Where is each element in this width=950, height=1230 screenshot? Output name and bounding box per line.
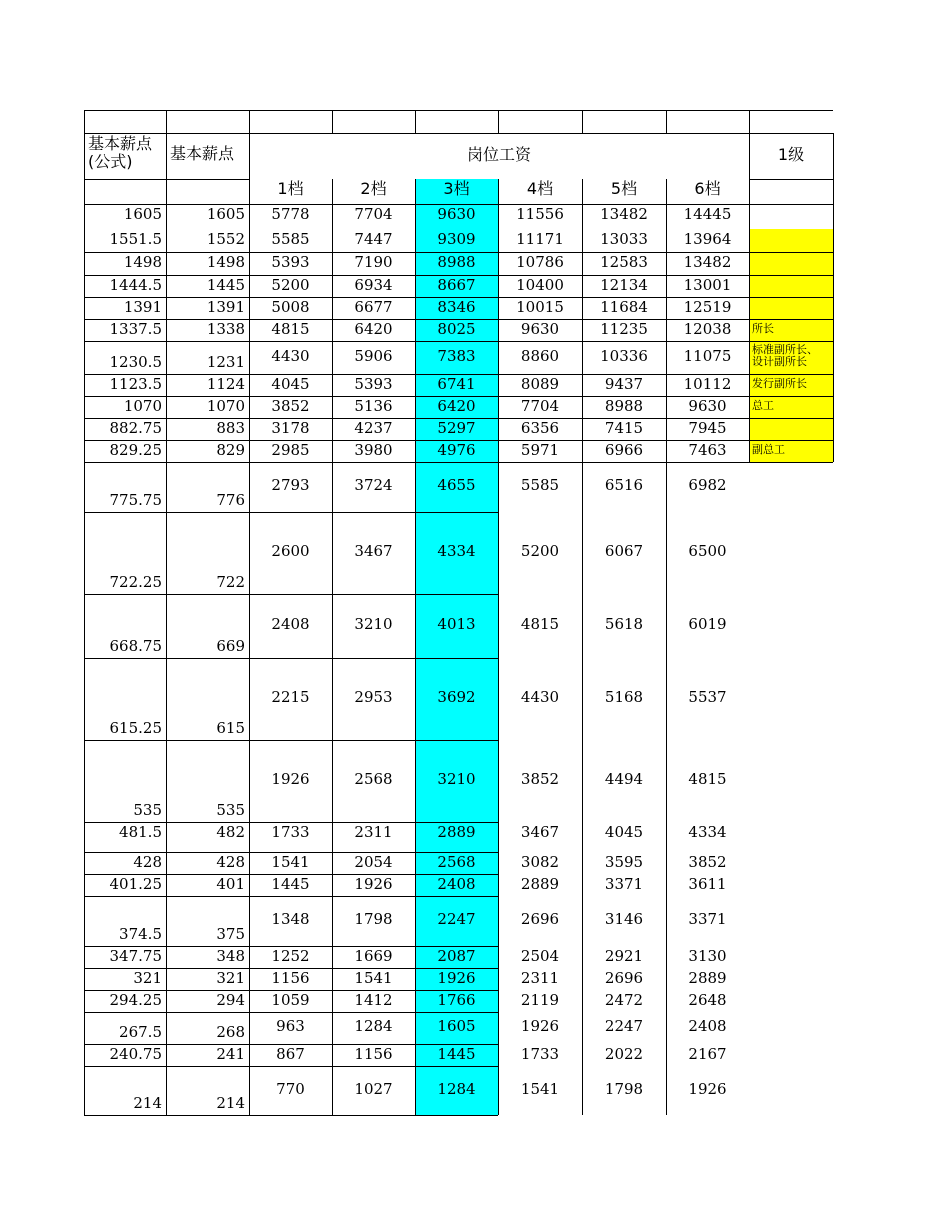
cell-grade: 3611: [688, 875, 727, 893]
grade-header: 5档: [610, 179, 638, 198]
grid-line: [249, 110, 250, 1115]
cell-grade: 5008: [271, 298, 310, 316]
cell-note: [749, 229, 833, 252]
grid-line: [84, 740, 498, 741]
cell-base: 1391: [206, 298, 245, 316]
grid-line: [84, 874, 498, 875]
cell-grade: 1798: [604, 1080, 644, 1098]
grid-line: [84, 1044, 498, 1045]
grid-line: [84, 1012, 498, 1013]
cell-grade: 4013: [437, 615, 476, 633]
cell-base: 321: [216, 969, 245, 987]
cell-grade: 2648: [688, 991, 727, 1009]
cell-note: 总工: [749, 396, 833, 418]
grid-line: [582, 179, 583, 1115]
cell-grade: 14445: [683, 205, 732, 223]
grade-header: 6档: [694, 179, 721, 198]
cell-formula: 1551.5: [109, 230, 162, 248]
cell-grade: 2087: [437, 947, 476, 965]
cell-grade: 6420: [437, 397, 476, 415]
cell-grade: 7447: [354, 230, 393, 248]
cell-formula: 882.75: [109, 419, 162, 437]
header-formula: 基本薪点 (公式): [88, 134, 153, 171]
cell-grade: 1669: [354, 947, 393, 965]
cell-grade: 6067: [604, 542, 644, 560]
cell-formula: 347.75: [109, 947, 162, 965]
cell-grade: 8988: [437, 253, 476, 271]
cell-grade: 2568: [437, 853, 476, 871]
cell-grade: 1445: [437, 1045, 476, 1063]
cell-grade: 7415: [604, 419, 644, 437]
cell-grade: 12038: [683, 320, 732, 338]
cell-grade: 9630: [437, 205, 476, 223]
cell-grade: 7704: [354, 205, 393, 223]
cell-grade: 4430: [271, 347, 310, 365]
cell-grade: 3980: [354, 441, 393, 459]
cell-grade: 5971: [520, 441, 560, 459]
cell-grade: 2793: [271, 476, 310, 494]
grid-line: [84, 341, 833, 342]
cell-grade: 11075: [683, 347, 732, 365]
cell-grade: 11171: [516, 230, 564, 248]
cell-grade: 1733: [520, 1045, 560, 1063]
grid-line: [84, 252, 833, 253]
cell-grade: 12519: [683, 298, 732, 316]
header-group-title: 岗位工资: [466, 145, 531, 164]
cell-grade: 1541: [271, 853, 310, 871]
cell-grade: 4334: [688, 823, 727, 841]
grid-line: [84, 440, 833, 441]
cell-formula: 374.5: [119, 925, 162, 943]
cell-note: 所长: [749, 319, 833, 341]
cell-grade: 6356: [520, 419, 560, 437]
cell-grade: 9437: [604, 375, 644, 393]
cell-grade: 3852: [520, 770, 560, 788]
header-base: 基本薪点: [170, 144, 235, 163]
cell-formula: 214: [133, 1094, 162, 1112]
cell-grade: 2472: [604, 991, 644, 1009]
cell-grade: 6982: [688, 476, 727, 494]
cell-base: 722: [216, 573, 245, 591]
cell-grade: 6934: [354, 276, 393, 294]
cell-note: [749, 252, 833, 275]
cell-base: 1070: [206, 397, 245, 415]
cell-grade: 1926: [520, 1017, 560, 1035]
grid-line: [84, 1115, 498, 1116]
cell-grade: 13964: [683, 230, 732, 248]
grid-line: [749, 133, 750, 462]
cell-grade: 3724: [354, 476, 393, 494]
cell-grade: 3852: [271, 397, 310, 415]
cell-grade: 1156: [271, 969, 310, 987]
grid-line: [84, 275, 833, 276]
cell-grade: 6019: [688, 615, 727, 633]
cell-grade: 1541: [354, 969, 393, 987]
cell-grade: 6516: [604, 476, 644, 494]
grid-line: [415, 110, 416, 133]
grid-line: [666, 110, 667, 133]
cell-grade: 2247: [437, 910, 476, 928]
cell-grade: 3210: [437, 770, 476, 788]
cell-grade: 10112: [683, 375, 732, 393]
cell-grade: 4237: [354, 419, 393, 437]
cell-grade: 867: [276, 1045, 305, 1063]
grid-line: [84, 1066, 498, 1067]
grid-line: [415, 179, 416, 1115]
cell-grade: 5906: [354, 347, 393, 365]
cell-grade: 9630: [520, 320, 560, 338]
grid-line: [84, 110, 85, 1115]
cell-grade: 9630: [688, 397, 727, 415]
cell-base: 401: [216, 875, 245, 893]
cell-grade: 1926: [688, 1080, 727, 1098]
cell-note: 副总工: [749, 440, 833, 462]
cell-base: 1231: [206, 353, 245, 371]
cell-grade: 2167: [688, 1045, 727, 1063]
cell-base: 375: [216, 925, 245, 943]
cell-grade: 1284: [437, 1080, 476, 1098]
cell-grade: 1798: [354, 910, 393, 928]
cell-grade: 2696: [604, 969, 644, 987]
cell-grade: 1541: [520, 1080, 560, 1098]
grid-line: [84, 462, 833, 463]
cell-base: 776: [216, 491, 245, 509]
cell-grade: 5778: [271, 205, 310, 223]
header-level-title: 1级: [777, 145, 805, 164]
grid-line: [749, 179, 833, 180]
cell-grade: 1348: [271, 910, 310, 928]
cell-grade: 2408: [271, 615, 310, 633]
cell-grade: 11235: [600, 320, 648, 338]
grid-line: [249, 133, 833, 134]
cell-grade: 9309: [437, 230, 476, 248]
cell-formula: 1391: [123, 298, 162, 316]
cell-grade: 10786: [516, 253, 564, 271]
cell-grade: 8988: [604, 397, 644, 415]
cell-grade: 5393: [271, 253, 310, 271]
cell-formula: 481.5: [119, 823, 162, 841]
cell-formula: 829.25: [109, 441, 162, 459]
cell-grade: 5200: [520, 542, 560, 560]
cell-grade: 10015: [516, 298, 564, 316]
cell-grade: 5200: [271, 276, 310, 294]
grid-line: [332, 110, 333, 133]
cell-grade: 3467: [354, 542, 393, 560]
cell-formula: 775.75: [109, 491, 162, 509]
cell-grade: 1733: [271, 823, 310, 841]
cell-base: 883: [216, 419, 245, 437]
cell-grade: 1766: [437, 991, 476, 1009]
cell-grade: 8860: [520, 347, 560, 365]
cell-grade: 2696: [520, 910, 560, 928]
cell-formula: 1444.5: [109, 276, 162, 294]
cell-base: 669: [216, 637, 245, 655]
cell-formula: 428: [133, 853, 162, 871]
cell-grade: 5618: [604, 615, 644, 633]
cell-grade: 5393: [354, 375, 393, 393]
cell-base: 428: [216, 853, 245, 871]
grid-line: [84, 396, 833, 397]
cell-note: [749, 297, 833, 319]
grid-line: [84, 512, 498, 513]
cell-grade: 11556: [516, 205, 564, 223]
cell-base: 1338: [206, 320, 245, 338]
cell-grade: 1284: [354, 1017, 393, 1035]
cell-formula: 321: [133, 969, 162, 987]
cell-grade: 3467: [520, 823, 560, 841]
cell-grade: 5168: [604, 688, 644, 706]
grade-header: 1档: [277, 179, 304, 198]
cell-grade: 5585: [271, 230, 310, 248]
cell-grade: 3595: [604, 853, 644, 871]
cell-grade: 6420: [354, 320, 393, 338]
cell-grade: 2022: [604, 1045, 644, 1063]
cell-base: 615: [216, 719, 245, 737]
grade-header: 4档: [526, 179, 554, 198]
grid-line: [84, 822, 498, 823]
cell-formula: 1123.5: [109, 375, 162, 393]
grid-line: [84, 110, 833, 111]
cell-grade: 2247: [604, 1017, 644, 1035]
cell-grade: 5136: [354, 397, 393, 415]
cell-grade: 7190: [354, 253, 393, 271]
grid-line: [84, 297, 833, 298]
cell-grade: 5537: [688, 688, 727, 706]
cell-grade: 1926: [437, 969, 476, 987]
cell-grade: 2054: [354, 853, 393, 871]
grid-line: [84, 319, 833, 320]
cell-grade: 2921: [604, 947, 644, 965]
cell-formula: 1230.5: [109, 353, 162, 371]
cell-base: 1445: [206, 276, 245, 294]
cell-grade: 4655: [437, 476, 476, 494]
cell-grade: 1412: [354, 991, 393, 1009]
cell-grade: 3082: [520, 853, 560, 871]
cell-grade: 4815: [520, 615, 560, 633]
grade-header: 3档: [443, 179, 470, 198]
cell-grade: 2889: [688, 969, 727, 987]
cell-grade: 1156: [354, 1045, 393, 1063]
cell-grade: 4045: [271, 375, 310, 393]
cell-note: [749, 418, 833, 440]
cell-formula: 401.25: [109, 875, 162, 893]
cell-formula: 1605: [123, 205, 162, 223]
cell-grade: 3178: [271, 419, 310, 437]
cell-grade: 7383: [437, 347, 476, 365]
cell-grade: 8089: [520, 375, 560, 393]
cell-formula: 1070: [123, 397, 162, 415]
cell-formula: 615.25: [109, 719, 162, 737]
cell-base: 214: [216, 1094, 245, 1112]
cell-grade: 3692: [437, 688, 476, 706]
cell-base: 348: [216, 947, 245, 965]
cell-grade: 13001: [683, 276, 732, 294]
cell-grade: 2985: [271, 441, 310, 459]
cell-formula: 722.25: [109, 573, 162, 591]
grid-line: [84, 968, 498, 969]
cell-base: 535: [216, 801, 245, 819]
cell-grade: 1926: [271, 770, 310, 788]
grid-line: [582, 110, 583, 133]
cell-grade: 3210: [354, 615, 393, 633]
cell-base: 1124: [206, 375, 245, 393]
grid-line: [666, 179, 667, 1115]
cell-grade: 5585: [520, 476, 560, 494]
cell-base: 241: [216, 1045, 245, 1063]
cell-grade: 2568: [354, 770, 393, 788]
cell-grade: 1445: [271, 875, 310, 893]
cell-grade: 1252: [271, 947, 310, 965]
cell-grade: 2408: [437, 875, 476, 893]
cell-formula: 267.5: [119, 1023, 162, 1041]
cell-grade: 1027: [354, 1080, 393, 1098]
cell-grade: 2504: [520, 947, 560, 965]
cell-grade: 4815: [271, 320, 310, 338]
cell-grade: 2600: [271, 542, 310, 560]
cell-note: 标准副所长、 设计副所长: [749, 341, 833, 374]
cell-base: 1552: [206, 230, 245, 248]
cell-grade: 1926: [354, 875, 393, 893]
cell-grade: 2215: [271, 688, 310, 706]
cell-grade: 770: [276, 1080, 305, 1098]
cell-grade: 3146: [604, 910, 644, 928]
cell-grade: 2408: [688, 1017, 727, 1035]
grid-line: [84, 658, 498, 659]
grid-line: [84, 896, 498, 897]
grid-line: [498, 110, 499, 133]
cell-grade: 13482: [683, 253, 732, 271]
cell-grade: 2889: [437, 823, 476, 841]
cell-grade: 12134: [600, 276, 648, 294]
cell-grade: 10400: [516, 276, 564, 294]
cell-base: 829: [216, 441, 245, 459]
cell-grade: 963: [276, 1017, 305, 1035]
cell-grade: 5297: [437, 419, 476, 437]
cell-grade: 13482: [600, 205, 648, 223]
cell-grade: 2311: [354, 823, 393, 841]
cell-formula: 668.75: [109, 637, 162, 655]
cell-grade: 4334: [437, 542, 476, 560]
cell-base: 294: [216, 991, 245, 1009]
cell-formula: 535: [133, 801, 162, 819]
cell-grade: 3852: [688, 853, 727, 871]
cell-grade: 6677: [354, 298, 393, 316]
cell-grade: 12583: [600, 253, 648, 271]
cell-grade: 3371: [688, 910, 727, 928]
grid-line: [84, 204, 833, 205]
cell-grade: 8346: [437, 298, 476, 316]
cell-grade: 8025: [437, 320, 476, 338]
grid-line: [749, 110, 750, 133]
cell-formula: 1337.5: [109, 320, 162, 338]
cell-note: [749, 275, 833, 297]
cell-base: 1498: [206, 253, 245, 271]
grade-header: 2档: [360, 179, 387, 198]
cell-grade: 8667: [437, 276, 476, 294]
cell-grade: 3371: [604, 875, 644, 893]
cell-grade: 6966: [604, 441, 644, 459]
grid-line: [332, 179, 333, 1115]
grid-line: [84, 946, 498, 947]
cell-grade: 13033: [600, 230, 648, 248]
cell-grade: 2311: [520, 969, 560, 987]
cell-grade: 4976: [437, 441, 476, 459]
cell-grade: 4494: [604, 770, 644, 788]
grid-line: [84, 990, 498, 991]
grid-line: [84, 594, 498, 595]
cell-grade: 7704: [520, 397, 560, 415]
cell-grade: 1605: [437, 1017, 476, 1035]
cell-grade: 6500: [688, 542, 727, 560]
grid-line: [84, 418, 833, 419]
cell-grade: 11684: [600, 298, 648, 316]
grid-line: [84, 374, 833, 375]
cell-base: 268: [216, 1023, 245, 1041]
cell-grade: 1059: [271, 991, 310, 1009]
cell-grade: 4430: [520, 688, 560, 706]
cell-grade: 4045: [604, 823, 644, 841]
cell-grade: 2889: [520, 875, 560, 893]
cell-grade: 4815: [688, 770, 727, 788]
cell-base: 482: [216, 823, 245, 841]
grid-line: [84, 852, 498, 853]
cell-formula: 240.75: [109, 1045, 162, 1063]
cell-grade: 7463: [688, 441, 727, 459]
cell-formula: 1498: [123, 253, 162, 271]
cell-grade: 2953: [354, 688, 393, 706]
cell-grade: 10336: [600, 347, 648, 365]
cell-grade: 2119: [520, 991, 560, 1009]
cell-grade: 3130: [688, 947, 727, 965]
grid-line: [833, 133, 834, 462]
grid-line: [166, 110, 167, 1115]
grid-line: [498, 179, 499, 1115]
cell-formula: 294.25: [109, 991, 162, 1009]
cell-grade: 6741: [437, 375, 476, 393]
cell-base: 1605: [206, 205, 245, 223]
cell-grade: 7945: [688, 419, 727, 437]
cell-note: 发行副所长: [749, 374, 833, 396]
